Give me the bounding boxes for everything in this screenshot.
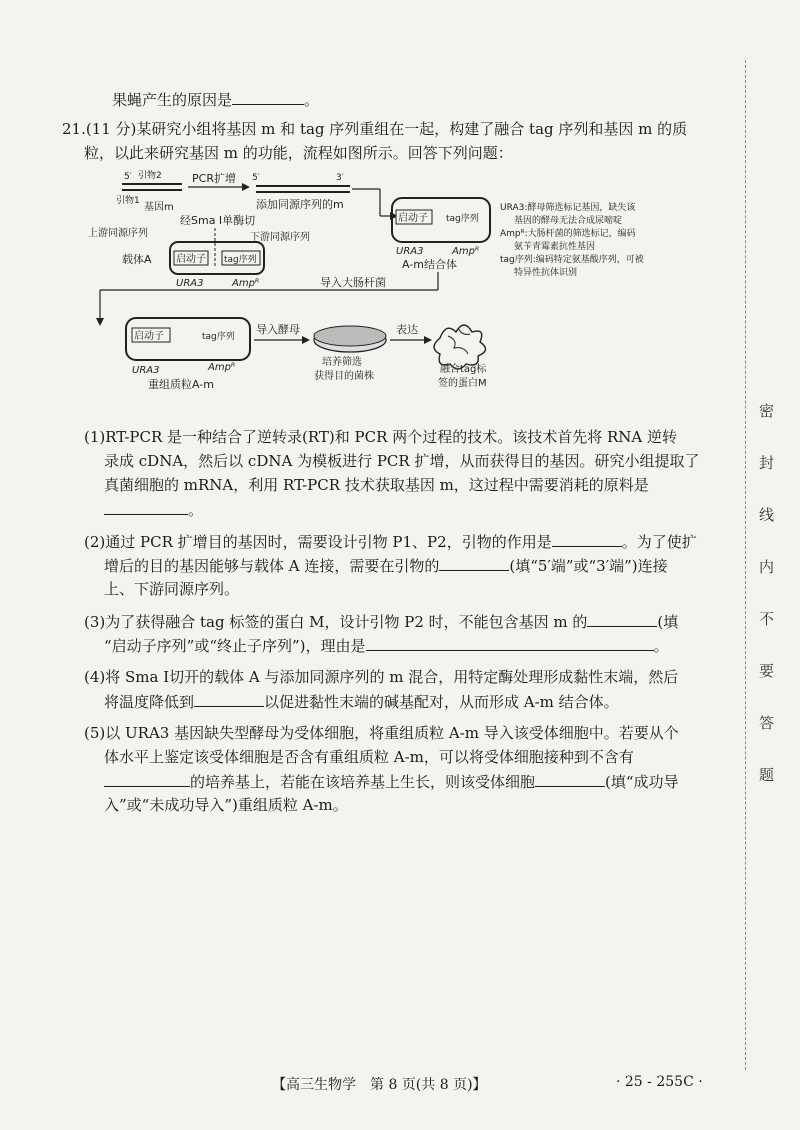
label-downstream: 下游同源序列 [250, 232, 310, 243]
q5-line2: 体水平上鉴定该受体细胞是否含有重组质粒 A-m，可以将受体细胞接种到不含有 [104, 748, 634, 766]
label-into-ecoli: 导入大肠杆菌 [320, 276, 386, 289]
label-culture: 培养筛选 [322, 357, 362, 368]
answer-blank [232, 88, 304, 105]
label-gene-m: 基因m [144, 202, 174, 213]
q3-line2 [104, 634, 669, 657]
q3-text-a: (3)为了获得融合 tag 标签的蛋白 M，设计引物 P2 时，不能包含基因 m 的 [84, 613, 588, 631]
label-promoter-c: 启动子 [134, 331, 164, 342]
label-add-homolog: 添加同源序列的m [256, 198, 344, 211]
legend-line-1: URA3:酵母筛选标记基因，缺失该 [500, 203, 636, 213]
q5-line1: (5)以 URA3 基因缺失型酵母为受体细胞，将重组质粒 A-m 导入该受体细胞中。若要从个 [84, 724, 679, 742]
label-ura3-a: URA3 [176, 278, 204, 289]
q2-line3: 上、下游同源序列。 [104, 580, 240, 598]
label-am-complex: A-m结合体 [402, 258, 457, 271]
seal-line-column [742, 0, 800, 1130]
label-ampr-c: Ampᴿ [208, 362, 236, 373]
label-ampr-a: Ampᴿ [232, 278, 260, 289]
label-tag-c: tag序列 [202, 332, 235, 342]
q2-blank-1 [552, 530, 622, 547]
q5-line4: 入”或“未成功导入”)重组质粒 A-m。 [104, 796, 348, 814]
q5-blank-1 [104, 770, 190, 787]
q5-text-b: (填“成功导 [605, 773, 679, 791]
q1-line3: 真菌细胞的 mRNA，利用 RT-PCR 技术获取基因 m，这过程中需要消耗的原料是 [104, 476, 649, 494]
q3-text-d: 。 [653, 637, 669, 655]
label-ura3-c: URA3 [132, 365, 160, 376]
footer-title: 【高三生物学 第 8 页(共 8 页)】 [272, 1077, 487, 1093]
seal-char: 题 [759, 766, 775, 784]
seal-char: 不 [759, 610, 775, 628]
homolog-gene-block [252, 173, 398, 220]
legend-line-4: 氨苄青霉素抗性基因 [514, 242, 596, 252]
q2-line1 [84, 530, 697, 553]
q4-blank [194, 690, 264, 707]
legend [500, 201, 644, 278]
label-promoter-a: 启动子 [176, 254, 206, 265]
label-express: 表达 [396, 323, 418, 336]
label-promoter-b: 启动子 [398, 213, 428, 224]
seal-char: 线 [759, 506, 775, 524]
legend-line-2: 基因的酵母无法合成尿嘧啶 [514, 216, 623, 226]
pcr-arrow [188, 171, 250, 191]
q4-line2 [104, 690, 619, 713]
footer-code: · 25 - 255C · [616, 1074, 703, 1090]
q1-line2: 录成 cDNA，然后以 cDNA 为模板进行 PCR 扩增，从而获得目的基因。研究小组提取了 [104, 452, 700, 470]
q4-text-b: 以促进黏性末端的碱基配对，从而形成 A-m 结合体。 [264, 693, 619, 711]
q3-line1 [84, 610, 678, 633]
am-complex [392, 198, 490, 271]
q3-text-c: “启动子序列”或“终止子序列”)，理由是 [104, 637, 366, 655]
q1-blank [104, 498, 188, 515]
q5-blank-2 [535, 770, 605, 787]
recombinant-plasmid [126, 318, 250, 391]
label-into-yeast: 导入酵母 [256, 323, 300, 336]
q4-line1: (4)将 Sma Ⅰ切开的载体 A 与添加同源序列的 m 混合，用特定酶处理形成黏性末端，然后 [84, 668, 679, 686]
q2-text-c: 增后的目的基因能够与载体 A 连接，需要在引物的 [104, 557, 440, 575]
label-5prime-a: 5′ [124, 172, 132, 182]
label-ura3-b: URA3 [396, 246, 424, 257]
label-vector-a: 载体A [122, 253, 152, 266]
intro-text: 果蝇产生的原因是 [112, 91, 233, 109]
label-upstream: 上游同源序列 [88, 228, 148, 239]
q3-blank-2 [366, 634, 654, 651]
q3-text-b: (填 [657, 613, 679, 631]
seal-char: 答 [759, 714, 775, 732]
label-5prime-b: 5′ [252, 173, 260, 183]
label-sma: 经Sma Ⅰ单酶切 [180, 214, 256, 227]
q4-text-a: 将温度降低到 [104, 693, 195, 711]
label-primer1: 引物1 [116, 196, 140, 206]
culture-dish [314, 326, 386, 382]
label-ampr-b: Ampᴿ [452, 246, 480, 257]
gene-m-block [116, 169, 182, 213]
legend-line-6: 特异性抗体识别 [514, 268, 578, 278]
q21-line2: 粒，以此来研究基因 m 的功能，流程如图所示。回答下列问题： [84, 144, 513, 162]
q2-line2 [104, 554, 668, 577]
q2-text-b: 。为了使扩 [621, 533, 697, 551]
legend-line-5: tag序列:编码特定氨基酸序列，可被 [500, 255, 644, 265]
seal-char: 要 [759, 662, 775, 680]
q21-line1: 21.(11 分)某研究小组将基因 m 和 tag 序列重组在一起，构建了融合 tag 序列和基因 m 的质 [62, 120, 688, 138]
label-fusion-1: 融合tag标 [440, 364, 487, 375]
q5-line3 [104, 770, 679, 793]
q1-line1: (1)RT-PCR 是一种结合了逆转录(RT)和 PCR 两个过程的技术。该技术首先将 RNA 逆转 [84, 428, 677, 446]
q1-line4 [104, 498, 203, 521]
legend-line-3: Ampᴿ:大肠杆菌的筛选标记，编码 [500, 229, 636, 239]
q3-blank-1 [587, 610, 657, 627]
label-recomb: 重组质粒A-m [148, 378, 214, 391]
seal-char: 封 [759, 454, 775, 472]
q2-text-d: (填“5′端”或“3′端”)连接 [509, 557, 668, 575]
label-pcr: PCR扩增 [192, 172, 236, 185]
label-tag-a: tag序列 [224, 255, 257, 265]
intro-end: 。 [304, 91, 320, 109]
intro-line [112, 88, 319, 111]
q5-text-a: 的培养基上，若能在该培养基上生长，则该受体细胞 [190, 773, 536, 791]
yeast-arrow [254, 322, 310, 344]
q2-text-a: (2)通过 PCR 扩增目的基因时，需要设计引物 P1、P2，引物的作用是 [84, 533, 552, 551]
label-fusion-2: 签的蛋白M [438, 378, 487, 389]
q2-blank-2 [439, 554, 509, 571]
seal-char: 密 [759, 402, 775, 420]
vector-a [88, 213, 310, 289]
fusion-protein [434, 325, 487, 389]
seal-char: 内 [759, 558, 775, 576]
label-get-strain: 获得目的菌株 [314, 371, 374, 382]
label-3prime: 3′ [336, 173, 344, 183]
label-tag-b: tag序列 [446, 214, 479, 224]
q1-end: 。 [188, 501, 204, 519]
express-arrow [390, 322, 432, 344]
experiment-flow-diagram [88, 168, 700, 400]
label-primer2: 引物2 [138, 171, 162, 181]
